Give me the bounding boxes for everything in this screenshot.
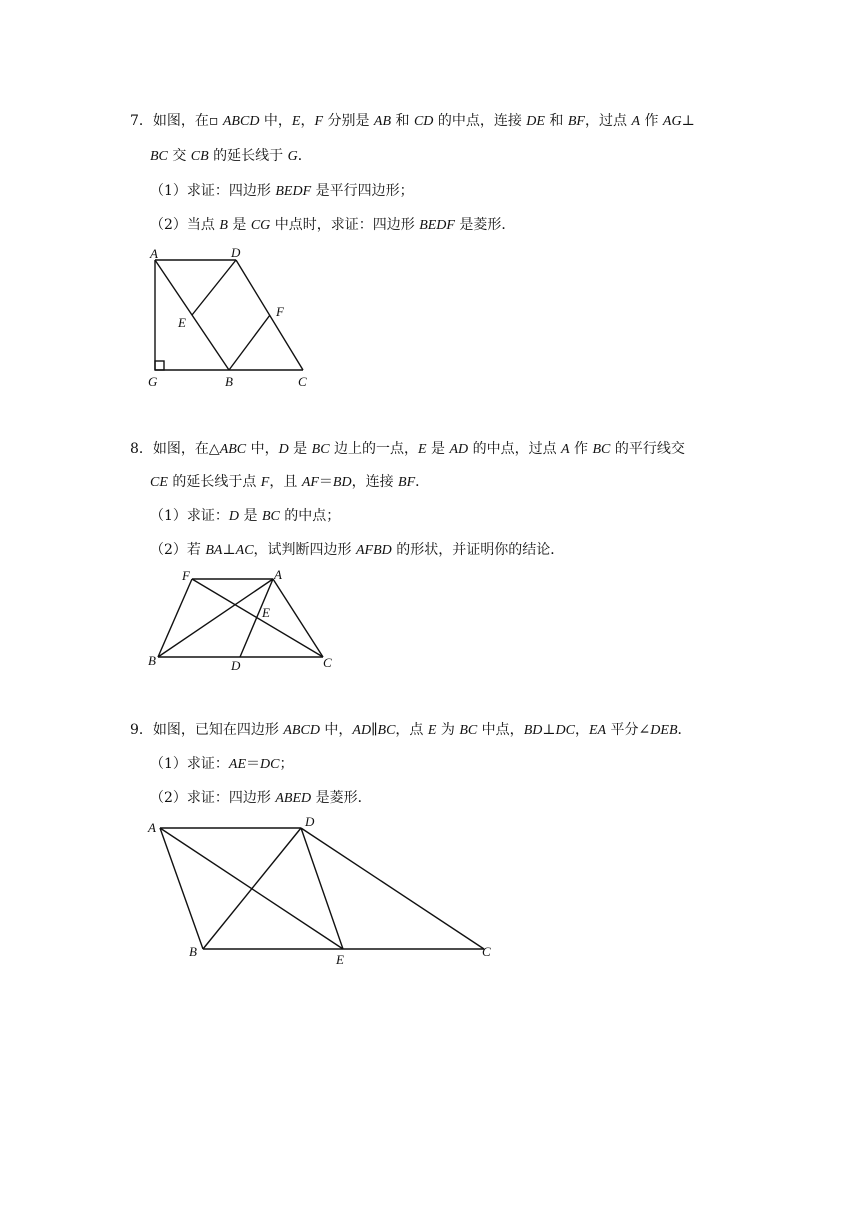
- text-run: ⊥: [542, 722, 556, 738]
- math-symbol: D: [228, 509, 240, 524]
- label-B: B: [225, 374, 233, 389]
- math-symbol: AD: [352, 723, 372, 738]
- math-symbol: EA: [588, 723, 607, 738]
- math-symbol: ABED: [275, 791, 312, 806]
- text-run: 和: [544, 113, 568, 129]
- math-symbol: BC: [459, 723, 478, 738]
- math-symbol: AC: [235, 543, 254, 558]
- text-run: 交: [167, 148, 191, 164]
- text-run: （1）求证：: [150, 756, 229, 772]
- text-run: 是菱形．: [454, 217, 516, 233]
- math-symbol: CG: [250, 218, 271, 233]
- text-run: 是: [227, 217, 251, 233]
- label-A: A: [148, 820, 156, 835]
- text-run: 的形状，并证明你的结论．: [391, 542, 565, 558]
- label-B: B: [148, 653, 156, 668]
- math-symbol: BC: [377, 723, 396, 738]
- text-run: 的中点；: [279, 508, 341, 524]
- segment-DC: [301, 828, 484, 949]
- text-run: 为: [436, 722, 460, 738]
- math-symbol: E: [291, 114, 301, 129]
- math-symbol: BC: [150, 149, 168, 164]
- text-run: 是: [426, 441, 450, 457]
- text-run: ⊥: [222, 542, 236, 558]
- math-symbol: AB: [373, 114, 392, 129]
- math-symbol: BEDF: [275, 184, 312, 199]
- label-B: B: [189, 944, 197, 959]
- text-run: 和: [391, 113, 414, 129]
- text-run: 的中点，连接: [433, 113, 527, 129]
- text-run: 的延长线于点: [167, 474, 261, 490]
- label-E: E: [178, 315, 186, 330]
- text-run: 是: [288, 441, 312, 457]
- text-run: ．: [297, 148, 312, 164]
- math-symbol: CE: [150, 475, 168, 490]
- problem-number: 8．: [130, 441, 153, 457]
- text-run: 是: [239, 508, 262, 524]
- math-symbol: CD: [413, 114, 434, 129]
- text-run: 的平行线交: [610, 441, 685, 457]
- math-symbol: AE: [228, 757, 247, 772]
- math-symbol: E: [427, 723, 437, 738]
- text-run: 中，: [259, 113, 292, 129]
- math-symbol: AG: [662, 114, 682, 129]
- text-run: ，试判断四边形: [253, 542, 356, 558]
- math-symbol: DEB: [650, 723, 678, 738]
- math-symbol: BEDF: [419, 218, 455, 233]
- math-symbol: BF: [567, 114, 585, 129]
- math-symbol: D: [278, 442, 289, 457]
- text-run: ＝: [246, 756, 261, 772]
- math-symbol: BC: [261, 509, 280, 524]
- text-run: 中，: [246, 441, 279, 457]
- text-run: （1）求证：: [150, 508, 229, 524]
- label-D: D: [305, 814, 315, 829]
- text-run: ，点: [395, 722, 428, 738]
- text-run: ⊥: [681, 113, 695, 129]
- text-run: 作: [640, 113, 663, 129]
- label-F: F: [276, 304, 284, 319]
- text-run: ，过点: [584, 113, 632, 129]
- text-run: 边上的一点，: [329, 441, 418, 457]
- label-D: D: [231, 245, 241, 260]
- math-symbol: BA: [205, 543, 223, 558]
- text-run: 平分∠: [606, 722, 651, 738]
- label-G: G: [148, 374, 158, 389]
- text-run: 如图，在△: [152, 441, 220, 457]
- text-run: 的中点，过点: [468, 441, 562, 457]
- label-F: F: [182, 568, 190, 583]
- text-run: 作: [569, 441, 593, 457]
- label-C: C: [323, 655, 332, 670]
- text-run: （2）求证：四边形: [150, 790, 276, 806]
- text-run: ．: [677, 722, 692, 738]
- text-run: （1）求证：四边形: [150, 183, 276, 199]
- label-A: A: [150, 246, 158, 261]
- math-symbol: DE: [526, 114, 545, 129]
- text-run: 中点，: [477, 722, 524, 738]
- text-run: 是菱形．: [311, 790, 372, 806]
- math-symbol: B: [219, 218, 228, 233]
- math-symbol: G: [287, 149, 298, 164]
- math-symbol: CB: [190, 149, 209, 164]
- math-symbol: BC: [592, 442, 611, 457]
- text-run: ；: [279, 756, 294, 772]
- math-symbol: AFBD: [355, 543, 392, 558]
- math-symbol: ABC: [219, 442, 247, 457]
- math-symbol: AF: [301, 475, 319, 490]
- math-symbol: F: [314, 114, 324, 129]
- problem-number: 7．: [130, 113, 153, 129]
- math-symbol: F: [260, 475, 270, 490]
- text-run: ．: [415, 474, 430, 490]
- math-symbol: BD: [332, 475, 352, 490]
- text-run: ，: [574, 722, 589, 738]
- text-run: （2）当点: [150, 217, 220, 233]
- math-symbol: DC: [260, 757, 280, 772]
- label-C: C: [298, 374, 307, 389]
- segment-BD: [203, 828, 301, 949]
- text-run: 分别是: [323, 113, 374, 129]
- math-symbol: E: [417, 442, 427, 457]
- label-D: D: [231, 658, 241, 673]
- text-run: ，连接: [351, 474, 399, 490]
- math-symbol: ABCD: [283, 723, 320, 738]
- text-run: （2）若: [150, 542, 206, 558]
- text-run: 的延长线于: [208, 148, 288, 164]
- math-symbol: AD: [449, 442, 469, 457]
- text-run: ＝: [318, 474, 333, 490]
- math-symbol: BC: [311, 442, 330, 457]
- problem-number: 9．: [130, 722, 153, 738]
- text-run: ，: [300, 113, 315, 129]
- label-A: A: [274, 567, 282, 582]
- label-E: E: [262, 605, 270, 620]
- text-run: ，且: [269, 474, 302, 490]
- text-run: ∥: [371, 722, 378, 738]
- math-symbol: ABCD: [222, 114, 260, 129]
- text-run: 如图，在▫: [152, 113, 223, 129]
- math-symbol: A: [631, 114, 640, 129]
- text-run: 中点时，求证：四边形: [270, 217, 420, 233]
- math-symbol: BF: [398, 475, 416, 490]
- math-symbol: DC: [555, 723, 575, 738]
- text-run: 如图，已知在四边形: [152, 722, 284, 738]
- math-symbol: BD: [523, 723, 543, 738]
- segment-DE: [301, 828, 343, 949]
- label-E: E: [336, 952, 344, 967]
- label-C: C: [482, 944, 491, 959]
- segment-AB: [160, 828, 203, 949]
- text-run: 中，: [319, 722, 353, 738]
- math-symbol: A: [561, 442, 570, 457]
- text-run: 是平行四边形；: [311, 183, 414, 199]
